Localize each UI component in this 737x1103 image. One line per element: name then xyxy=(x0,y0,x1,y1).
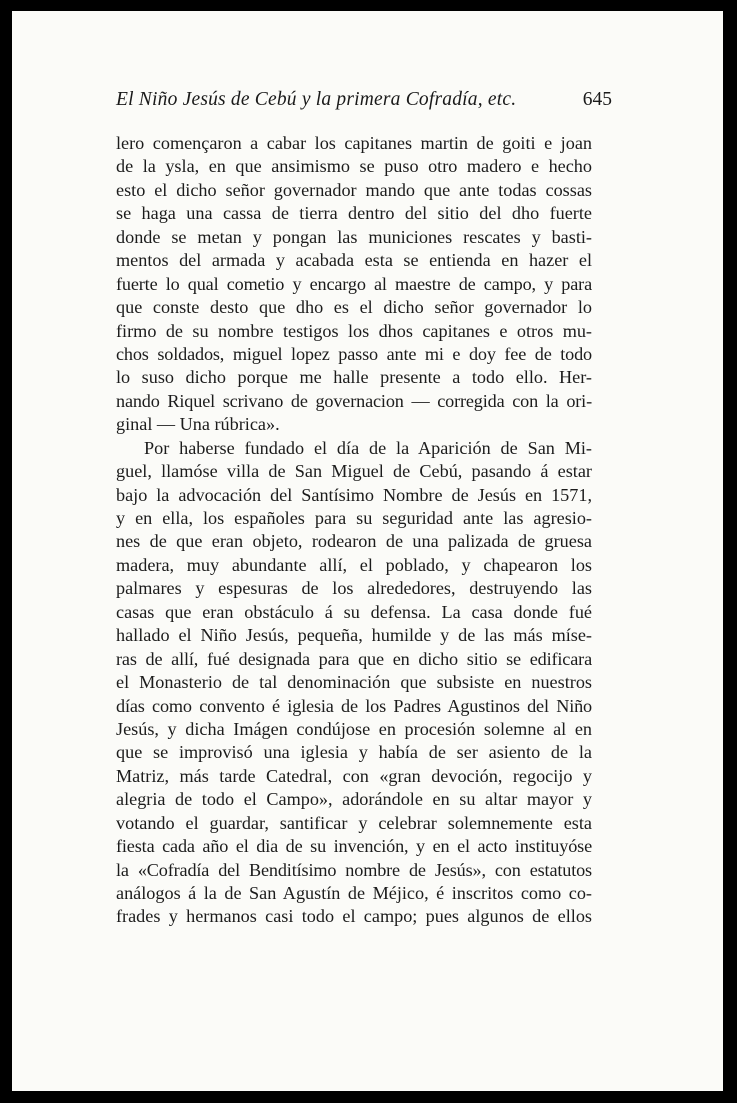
book-page xyxy=(12,11,723,1091)
text-line: el Monasterio de tal denominación que subsiste en nuestros xyxy=(116,672,592,693)
text-line: que se improvisó una iglesia y había de ser asiento de la xyxy=(116,742,592,763)
text-line: nando Riquel scrivano de governacion — corregida con la ori- xyxy=(116,390,592,411)
text-line: hallado el Niño Jesús, pequeña, humilde y de las más míse- xyxy=(116,625,592,646)
text-line: Por haberse fundado el día de la Aparición de San Mi- xyxy=(144,437,592,458)
text-line: nes de que eran objeto, rodearon de una palizada de gruesa xyxy=(116,531,592,552)
text-line: la «Cofradía del Benditísimo nombre de Jesús», con estatutos xyxy=(116,859,592,880)
text-line: alegria de todo el Campo», adorándole en su altar mayor y xyxy=(116,789,592,810)
text-line: análogos á la de San Agustín de Méjico, é inscritos como co- xyxy=(116,883,592,903)
text-line: casas que eran obstáculo á su defensa. La casa donde fué xyxy=(116,601,592,622)
text-line: de la ysla, en que ansimismo se puso otro madero e hecho xyxy=(116,156,592,177)
text-line: Jesús, y dicha Imágen condújose en procesión solemne al en xyxy=(116,718,592,739)
text-line: guel, llamóse villa de San Miguel de Cebú, pasando á estar xyxy=(116,461,592,482)
text-line: mentos del armada y acabada esta se entienda en hazer el xyxy=(116,250,592,271)
text-line: lero començaron a cabar los capitanes martin de goiti e joan xyxy=(116,133,592,153)
text-line: esto el dicho señor governador mando que ante todas cossas xyxy=(116,179,592,200)
body-text xyxy=(116,132,592,929)
text-line: lo suso dicho porque me halle presente a todo ello. Her- xyxy=(116,367,592,388)
text-line: y en ella, los españoles para su seguridad ante las agresio- xyxy=(116,508,592,528)
text-line: frades y hermanos casi todo el campo; pues algunos de ellos xyxy=(116,906,592,927)
text-line: votando el guardar, santificar y celebrar solemnemente esta xyxy=(116,812,592,833)
text-line: donde se metan y pongan las municiones rescates y basti- xyxy=(116,226,592,247)
page-number: 645 xyxy=(582,89,612,110)
text-line: fiesta cada año el dia de su invención, y en el acto instituyóse xyxy=(116,836,592,857)
page-header xyxy=(116,89,612,119)
text-line: chos soldados, miguel lopez passo ante mi e doy fee de todo xyxy=(116,343,592,364)
text-line: se haga una cassa de tierra dentro del sitio del dho fuerte xyxy=(116,203,592,224)
text-line: bajo la advocación del Santísimo Nombre de Jesús en 1571, xyxy=(116,484,592,505)
text-line: Matriz, más tarde Catedral, con «gran devoción, regocijo y xyxy=(116,765,592,786)
text-line: ras de allí, fué designada para que en dicho sitio se edificara xyxy=(116,648,592,669)
text-line: fuerte lo qual cometio y encargo al maestre de campo, y para xyxy=(116,273,592,294)
text-line: firmo de su nombre testigos los dhos capitanes e otros mu- xyxy=(116,320,592,341)
text-line: palmares y espesuras de los alrededores, destruyendo las xyxy=(116,578,592,599)
text-line: días como convento é iglesia de los Padres Agustinos del Niño xyxy=(116,695,592,716)
text-line: madera, muy abundante allí, el poblado, y chapearon los xyxy=(116,554,592,575)
text-line: que conste desto que dho es el dicho señor governador lo xyxy=(116,297,592,318)
text-line: ginal — Una rúbrica». xyxy=(116,414,280,435)
running-title: El Niño Jesús de Cebú y la primera Cofradía, etc. xyxy=(116,89,517,110)
